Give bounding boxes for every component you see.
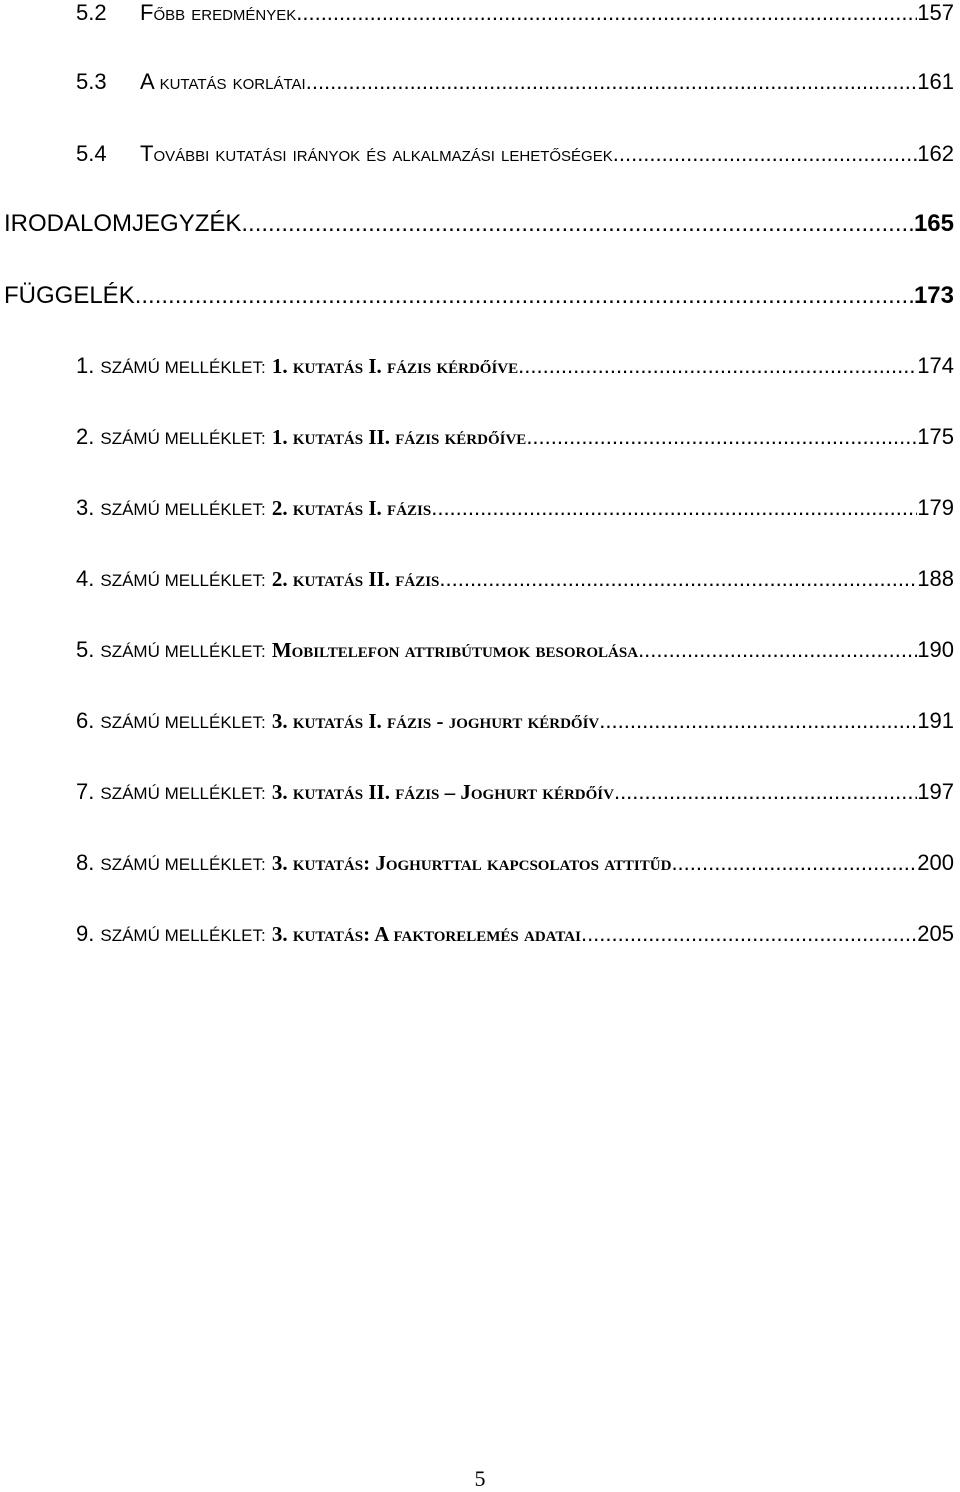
toc-entry[interactable] [76,566,954,592]
toc-num: 5.4 [76,141,107,166]
toc-title: További kutatási irányok és alkalmazási lehetőségek [140,141,613,166]
toc-num: 1. [76,353,95,378]
toc-num: 5.2 [76,0,107,25]
toc-num: 7. [76,779,95,804]
toc-title: 1. kutatás I. fázis kérdőíve [271,354,519,378]
toc-page: 197 [917,779,954,804]
toc-entry[interactable] [76,0,954,26]
toc-num: 5. [76,637,95,662]
toc-title: 3. kutatás II. fázis – Joghurt kérdőív [271,780,614,804]
toc-prefix: SZÁMÚ MELLÉKLET: [100,500,266,519]
toc-entry[interactable] [76,779,954,805]
toc-title: FÜGGELÉK [4,282,135,309]
toc-prefix: SZÁMÚ MELLÉKLET: [100,713,266,732]
toc-title: 3. kutatás: A faktorelemés adatai [271,922,581,946]
toc-num: 5.3 [76,69,107,94]
toc-title: 2. kutatás I. fázis [271,496,432,520]
toc-num: 3. [76,495,95,520]
toc-page: 162 [917,141,954,166]
toc-title: 3. kutatás: Joghurttal kapcsolatos attitűd [271,851,672,875]
toc-prefix: SZÁMÚ MELLÉKLET: [100,571,266,590]
toc-prefix: SZÁMÚ MELLÉKLET: [100,358,266,377]
toc-page: 190 [917,637,954,662]
toc-entry[interactable] [4,210,954,238]
toc-page: 179 [917,495,954,520]
toc-prefix: SZÁMÚ MELLÉKLET: [100,926,266,945]
toc-page: 165 [913,210,954,237]
toc-entry[interactable] [76,424,954,450]
toc-num: 4. [76,566,95,591]
toc-prefix: SZÁMÚ MELLÉKLET: [100,855,266,874]
toc-title: Főbb eredmények [140,0,297,25]
toc-page: 200 [917,850,954,875]
toc-title: 1. kutatás II. fázis kérdőíve [271,425,527,449]
toc-prefix: SZÁMÚ MELLÉKLET: [100,642,266,661]
toc-entry[interactable] [76,708,954,734]
page-number: 5 [474,1466,486,1491]
toc-num: 2. [76,424,95,449]
toc-entry[interactable] [76,637,954,663]
toc-page: 157 [917,0,954,25]
toc-num: 8. [76,850,95,875]
toc-page: 173 [913,282,954,309]
toc-title: A kutatás korlátai [140,69,306,94]
toc-prefix: SZÁMÚ MELLÉKLET: [100,784,266,803]
toc-entry[interactable] [76,850,954,876]
toc-prefix: SZÁMÚ MELLÉKLET: [100,429,266,448]
toc-num: 6. [76,708,95,733]
toc-title: 3. kutatás I. fázis - joghurt kérdőív [271,709,600,733]
toc-page: 205 [917,921,954,946]
toc-page: 174 [917,353,954,378]
toc-entry[interactable] [76,353,954,379]
toc-title: 2. kutatás II. fázis [271,567,440,591]
toc-entry[interactable] [76,495,954,521]
toc-page: 161 [917,69,954,94]
toc-page: 188 [917,566,954,591]
toc-title: Mobiltelefon attribútumok besorolása [271,638,639,662]
toc-title: IRODALOMJEGYZÉK [4,210,242,237]
toc-entry[interactable] [4,282,954,310]
toc-entry[interactable] [76,141,954,167]
toc-entry[interactable] [76,921,954,947]
toc-entry[interactable] [76,69,954,95]
toc-page: 191 [917,708,954,733]
toc-page: 175 [917,424,954,449]
toc-num: 9. [76,921,95,946]
